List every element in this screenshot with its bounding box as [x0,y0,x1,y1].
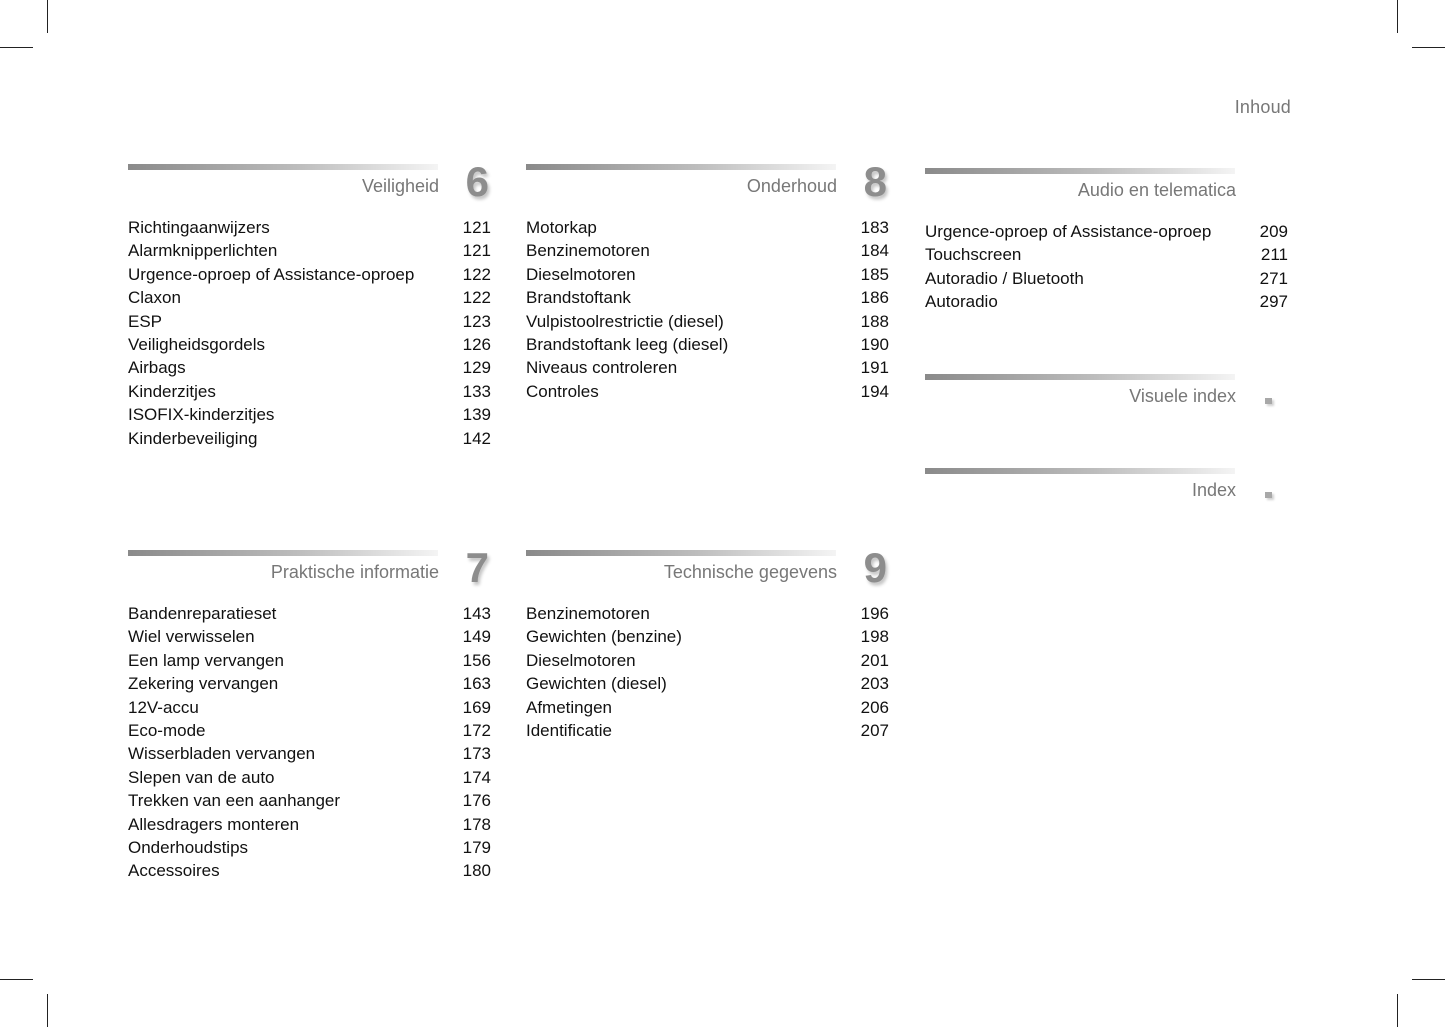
toc-entry[interactable] [925,267,1290,290]
toc-entry-label: Brandstoftank [526,288,631,308]
toc-entry-page: 173 [462,744,491,764]
toc-entry-label: Trekken van een aanhanger [128,791,341,811]
toc-entry[interactable] [128,216,493,239]
toc-entry-page: 211 [1260,245,1288,265]
section-visuele-index [925,374,1290,420]
toc-entry[interactable] [526,333,891,356]
toc-entry-label: Een lamp vervangen [128,650,284,670]
toc-entry[interactable] [128,356,493,379]
crop-mark [1397,0,1398,33]
toc-entry[interactable] [128,789,493,812]
toc-entry-label: Veiligheidsgordels [128,335,266,355]
toc-entry[interactable] [128,649,493,672]
toc-entry-label: Touchscreen [925,245,1022,265]
toc-entry[interactable] [128,310,493,333]
toc-entry-label: Gewichten (benzine) [526,627,682,647]
toc-entry-label: Bandenreparatieset [128,604,277,623]
crop-mark [1412,47,1445,48]
toc-entry-label: 12V-accu [128,697,199,717]
toc-entry-page: 121 [462,241,491,261]
crop-mark [0,47,33,48]
toc-entry-page: 183 [860,218,889,237]
section-title[interactable]: Praktische informatie [270,562,439,582]
toc-entry-label: Accessoires [128,861,220,881]
toc-entry-page: 122 [462,288,491,308]
toc-entry[interactable] [128,380,493,403]
toc-entry-page: 180 [462,861,491,881]
toc-entry[interactable] [128,403,493,426]
toc-entry[interactable] [128,742,493,765]
toc-entry-page: 203 [860,674,889,694]
section-header [925,374,1290,420]
crop-mark [1397,994,1398,1027]
toc-entry[interactable] [526,239,891,262]
toc-entry-page: 176 [462,791,491,811]
toc-entry-label: Dieselmotoren [526,650,636,670]
toc-list [128,602,493,883]
crop-mark [0,979,33,980]
toc-entry[interactable] [128,719,493,742]
section-index [925,468,1290,514]
toc-entry-label: Benzinemotoren [526,241,650,261]
toc-entry-page: 126 [462,335,491,355]
toc-entry[interactable] [128,696,493,719]
toc-entry-page: 198 [860,627,889,647]
toc-entry[interactable] [128,766,493,789]
section-title[interactable]: Technische gegevens [663,562,837,582]
toc-entry-label: Airbags [128,358,186,378]
toc-entry[interactable] [925,243,1290,266]
section-number: 7 [465,544,489,591]
section-audio-telematica [925,168,1290,314]
section-number: 6 [465,158,489,205]
toc-entry-page: 172 [462,721,491,741]
toc-entry-label: Urgence-oproep of Assistance-oproep [128,264,415,284]
toc-list [526,216,891,403]
toc-list [925,220,1290,314]
toc-entry-page: 129 [462,358,491,378]
section-title[interactable]: Veiligheid [361,176,439,196]
toc-entry-page: 163 [462,674,491,694]
toc-entry-page: 174 [462,767,491,787]
toc-entry-page: 206 [860,697,889,717]
toc-entry[interactable] [128,427,493,450]
toc-entry-label: ISOFIX-kinderzitjes [128,405,275,425]
page-title: Inhoud [1234,97,1291,117]
toc-entry[interactable] [128,625,493,648]
section-bar [925,374,1235,380]
section-bar [128,164,438,170]
toc-entry-page: 156 [462,650,491,670]
crop-mark [47,994,48,1027]
toc-entry[interactable] [128,333,493,356]
toc-entry-page: 139 [462,405,491,425]
toc-entry-label: ESP [128,311,163,331]
section-number: 9 [863,544,887,591]
toc-entry-page: 209 [1259,222,1288,241]
toc-entry[interactable] [925,290,1290,313]
toc-list [526,602,891,742]
toc-entry-page: 122 [462,264,491,284]
section-praktische-informatie [128,544,493,883]
section-marker-icon [1265,492,1272,498]
toc-entry-label: Afmetingen [526,697,612,717]
toc-entry-label: Autoradio [925,292,998,312]
section-bar [925,468,1235,474]
section-title[interactable]: Visuele index [1129,386,1236,406]
toc-entry-label: Onderhoudstips [128,838,249,858]
toc-entry-label: Gewichten (diesel) [526,674,667,694]
toc-entry[interactable] [526,263,891,286]
toc-entry[interactable] [128,672,493,695]
section-title[interactable]: Index [1191,480,1236,500]
toc-entry-page: 271 [1259,268,1288,288]
section-header [526,158,891,210]
toc-entry[interactable] [128,859,493,882]
toc-entry-page: 194 [860,381,889,401]
toc-entry-page: 143 [462,604,491,623]
section-title[interactable]: Onderhoud [746,176,837,196]
crop-mark [47,0,48,33]
toc-entry-label: Identificatie [526,721,612,741]
toc-entry-label: Wiel verwisselen [128,627,255,647]
toc-entry-page: 121 [462,218,491,237]
toc-entry[interactable] [128,836,493,859]
toc-entry[interactable] [526,380,891,403]
toc-entry[interactable] [128,239,493,262]
toc-entry[interactable] [128,263,493,286]
section-header [128,544,493,596]
section-bar [526,164,836,170]
toc-entry-page: 169 [462,697,491,717]
toc-entry-page: 178 [462,814,491,834]
section-marker-icon [1265,398,1272,404]
toc-entry-label: Kinderzitjes [128,381,216,401]
toc-entry-page: 133 [462,381,491,401]
section-title[interactable]: Audio en telematica [1077,180,1236,200]
toc-entry-label: Niveaus controleren [526,358,678,378]
toc-entry-label: Benzinemotoren [526,604,650,623]
toc-entry[interactable] [526,356,891,379]
toc-entry-label: Urgence-oproep of Assistance-oproep [925,222,1212,241]
toc-entry-label: Allesdragers monteren [128,814,300,834]
toc-entry-label: Controles [526,381,599,401]
toc-entry[interactable] [925,220,1290,243]
toc-entry-page: 123 [462,311,491,331]
section-number: 8 [863,158,887,205]
toc-entry-label: Zekering vervangen [128,674,279,694]
toc-entry-page: 184 [860,241,889,261]
toc-entry-label: Eco-mode [128,721,206,741]
toc-entry-page: 142 [462,428,491,448]
toc-entry[interactable] [526,286,891,309]
section-veiligheid [128,158,493,450]
toc-entry-page: 201 [860,650,889,670]
toc-entry[interactable] [526,719,891,742]
toc-entry-label: Vulpistoolrestrictie (diesel) [526,311,724,331]
section-technische-gegevens [526,544,891,742]
toc-entry-page: 297 [1259,292,1288,312]
toc-entry-page: 207 [860,721,889,741]
toc-entry[interactable] [128,602,493,625]
toc-entry-page: 185 [860,264,889,284]
section-bar [128,550,438,556]
toc-entry-label: Claxon [128,288,181,308]
toc-entry-label: Alarmknipperlichten [128,241,278,261]
toc-entry-label: Brandstoftank leeg (diesel) [526,335,729,355]
toc-entry[interactable] [128,286,493,309]
toc-entry[interactable] [526,649,891,672]
section-header [925,168,1290,214]
toc-entry-page: 186 [860,288,889,308]
crop-mark [1412,979,1445,980]
toc-entry-label: Wisserbladen vervangen [128,744,316,764]
toc-entry-label: Autoradio / Bluetooth [925,268,1084,288]
toc-entry[interactable] [526,672,891,695]
toc-entry-label: Richtingaanwijzers [128,218,270,237]
toc-entry-page: 191 [860,358,889,378]
toc-entry-page: 149 [462,627,491,647]
toc-entry[interactable] [526,216,891,239]
section-header [925,468,1290,514]
toc-entry-label: Motorkap [526,218,597,237]
section-bar [526,550,836,556]
toc-entry[interactable] [526,602,891,625]
toc-entry-page: 190 [860,335,889,355]
toc-entry-label: Slepen van de auto [128,767,275,787]
section-onderhoud [526,158,891,403]
section-header [128,158,493,210]
toc-entry-page: 196 [860,604,889,623]
toc-entry-page: 179 [462,838,491,858]
toc-list [128,216,493,450]
toc-entry[interactable] [128,813,493,836]
section-header [526,544,891,596]
toc-entry-label: Kinderbeveiliging [128,428,258,448]
toc-entry[interactable] [526,310,891,333]
toc-entry[interactable] [526,696,891,719]
toc-entry-page: 188 [860,311,889,331]
section-bar [925,168,1235,174]
toc-entry-label: Dieselmotoren [526,264,636,284]
toc-entry[interactable] [526,625,891,648]
